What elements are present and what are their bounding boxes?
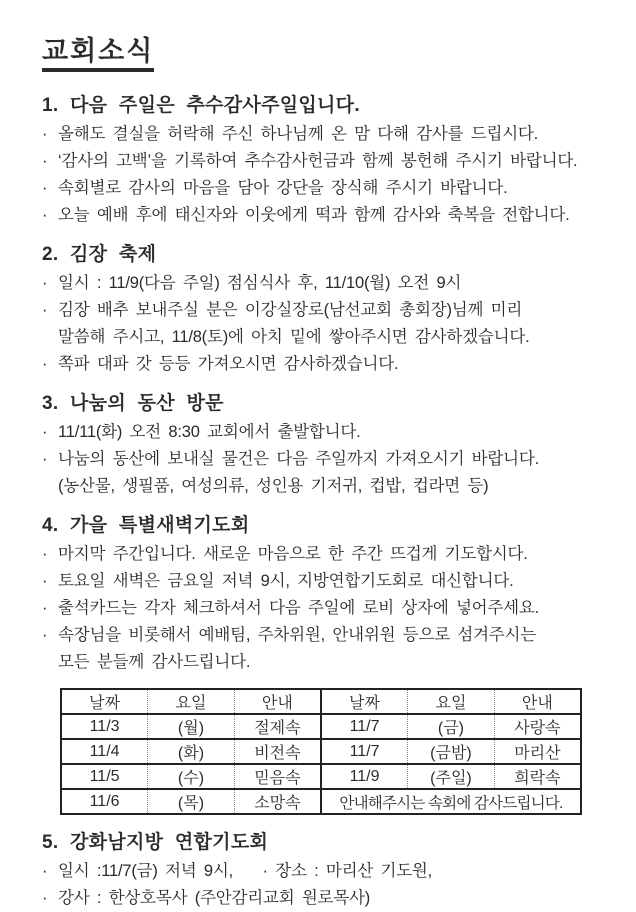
bullet-dot-icon: · (42, 125, 48, 143)
bullet-text: 속장님을 비롯해서 예배팀, 주차위원, 안내위원 등으로 섬겨주시는 (58, 626, 537, 644)
table-cell: 소망속 (234, 789, 321, 814)
table-row (61, 714, 581, 739)
table-cell: (금) (408, 714, 495, 739)
section (42, 512, 618, 676)
table-cell: 절제속 (234, 714, 321, 739)
bullet-text: 마지막 주간입니다. 새로운 마음으로 한 주간 뜨겁게 기도합시다. (58, 545, 528, 563)
bullet-dot-icon: · (42, 179, 48, 197)
section-heading: 5. 강화남지방 연합기도회 (42, 832, 269, 853)
bullet-dot-icon: · (42, 274, 48, 292)
bullet-text: 토요일 새벽은 금요일 저녁 9시, 지방연합기도회로 대신합니다. (58, 572, 514, 590)
page-title: 교회소식 (42, 36, 154, 72)
table-cell: (목) (148, 789, 235, 814)
bullet-text: 올해도 결실을 허락해 주신 하나님께 온 맘 다해 감사를 드립시다. (58, 125, 539, 143)
bullet-text: 나눔의 동산에 보내실 물건은 다음 주일까지 가져오시기 바랍니다. (58, 450, 540, 468)
bullet-item (42, 202, 618, 229)
table-cell: 11/9 (321, 764, 408, 789)
section-heading: 1. 다음 주일은 추수감사주일입니다. (42, 95, 360, 116)
section (42, 241, 618, 378)
bullet-text: 속회별로 감사의 마음을 담아 강단을 장식해 주시기 바랍니다. (58, 179, 508, 197)
bullet-line (42, 175, 618, 202)
bullet-text: 강사 : 한상호목사 (주안감리교회 원로목사) (58, 889, 371, 907)
bullet-item (42, 121, 618, 148)
table-cell: 사랑속 (494, 714, 581, 739)
table-header-cell: 안내 (234, 689, 321, 714)
bullet-dot-icon: · (42, 355, 48, 373)
bullet-item (42, 148, 618, 175)
bullet-text: 오늘 예배 후에 태신자와 이웃에게 떡과 함께 감사와 축복을 전합니다. (58, 206, 570, 224)
bullet-dot-icon: · (42, 599, 48, 617)
bullet-text: 출석카드는 각자 체크하셔서 다음 주일에 로비 상자에 넣어주세요. (58, 599, 540, 617)
bullet-item (42, 595, 618, 622)
bullet-text: 모든 분들께 감사드립니다. (58, 653, 251, 671)
bullet-line (42, 622, 618, 649)
table-cell: 11/4 (61, 739, 148, 764)
bullet-item (42, 446, 618, 500)
section-heading: 3. 나눔의 동산 방문 (42, 393, 224, 414)
bullet-line (42, 885, 618, 912)
table-cell: (화) (148, 739, 235, 764)
bullet-dot-icon: · (42, 206, 48, 224)
table-cell: 비전속 (234, 739, 321, 764)
bullet-dot-icon: · (42, 450, 48, 468)
bullet-line (42, 121, 618, 148)
table-cell: 믿음속 (234, 764, 321, 789)
bullet-item (42, 568, 618, 595)
bullet-dot-icon: · (42, 572, 48, 590)
table-header-row (61, 689, 581, 714)
bullet-text: (농산물, 생필품, 여성의류, 성인용 기저귀, 컵밥, 컵라면 등) (58, 477, 489, 495)
table-cell: (주일) (408, 764, 495, 789)
table-header-cell: 요일 (408, 689, 495, 714)
bullet-item (42, 270, 618, 297)
table-cell: 안내해주시는 속회에 감사드립니다. (321, 789, 581, 814)
bullet-dot-icon: · (42, 423, 48, 441)
bullet-line (42, 595, 618, 622)
table-cell: (금밤) (408, 739, 495, 764)
bullet-text: 11/11(화) 오전 8:30 교회에서 출발합니다. (58, 423, 361, 441)
table-cell: 11/6 (61, 789, 148, 814)
table-row (61, 764, 581, 789)
bullet-line (42, 297, 618, 324)
table-cell: 마리산 (494, 739, 581, 764)
table-cell: 11/5 (61, 764, 148, 789)
bullet-dot-icon: · (42, 152, 48, 170)
table-cell: (수) (148, 764, 235, 789)
bullet-line (42, 649, 618, 676)
bullet-item (42, 622, 618, 676)
schedule-table (60, 688, 582, 815)
bullet-line (42, 858, 618, 885)
bullet-line (42, 446, 618, 473)
table-row (61, 739, 581, 764)
table-header-cell: 요일 (148, 689, 235, 714)
bullet-dot-icon: · (42, 889, 48, 907)
table-header-cell: 안내 (494, 689, 581, 714)
bullet-text: 말씀해 주시고, 11/8(토)에 아치 밑에 쌓아주시면 감사하겠습니다. (58, 328, 530, 346)
bullet-item (42, 419, 618, 446)
sections-before-table (42, 92, 618, 676)
table-cell: 11/7 (321, 739, 408, 764)
bullet-text: 일시 : 11/9(다음 주일) 점심식사 후, 11/10(월) 오전 9시 (58, 274, 462, 292)
bullet-dot-icon: · (42, 545, 48, 563)
bullet-text: 김장 배추 보내주실 분은 이강실장로(남선교회 총회장)님께 미리 (58, 301, 523, 319)
bullet-dot-icon: · (42, 626, 48, 644)
bullet-line (42, 202, 618, 229)
table-header-cell: 날짜 (61, 689, 148, 714)
bullet-item (42, 297, 618, 351)
bullet-item (42, 858, 618, 885)
table-cell: 11/3 (61, 714, 148, 739)
table-cell: 희락속 (494, 764, 581, 789)
table-header-cell: 날짜 (321, 689, 408, 714)
bullet-text: ‘감사의 고백’을 기록하여 추수감사헌금과 함께 봉헌해 주시기 바랍니다. (58, 152, 578, 170)
bullet-item (42, 541, 618, 568)
bullet-text: 쪽파 대파 갓 등등 가져오시면 감사하겠습니다. (58, 355, 399, 373)
bullet-line (42, 324, 618, 351)
bullet-item (42, 351, 618, 378)
bullet-line (42, 148, 618, 175)
section-heading: 4. 가을 특별새벽기도회 (42, 515, 250, 536)
section (42, 390, 618, 500)
table-cell: (월) (148, 714, 235, 739)
bullet-item (42, 885, 618, 912)
bullet-line (42, 270, 618, 297)
bullet-item (42, 175, 618, 202)
bullet-line (42, 419, 618, 446)
bullet-line (42, 351, 618, 378)
table-row (61, 789, 581, 814)
bullet-dot-icon: · (42, 862, 48, 880)
table-cell: 11/7 (321, 714, 408, 739)
bullet-line (42, 568, 618, 595)
section (42, 92, 618, 229)
section-heading: 2. 김장 축제 (42, 244, 157, 265)
bullet-dot-icon: · (42, 301, 48, 319)
bullet-text: 일시 :11/7(금) 저녁 9시, · 장소 : 마리산 기도원, (58, 862, 433, 880)
bullet-line (42, 541, 618, 568)
bullet-line (42, 473, 618, 500)
